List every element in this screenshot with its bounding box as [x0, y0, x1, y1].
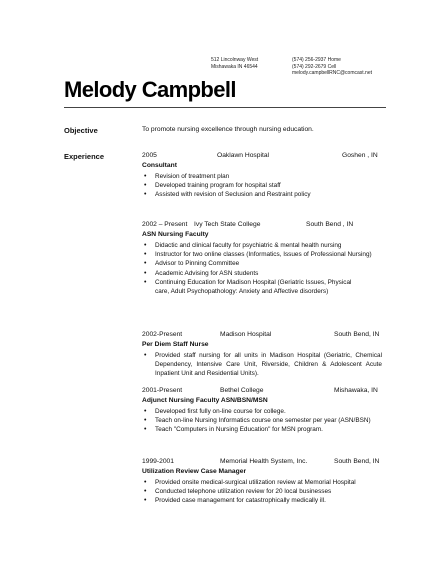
city-state-zip: Mishawaka IN 46544	[211, 63, 258, 70]
list-item: • Academic Advising for ASN students	[142, 269, 382, 278]
list-item: • Didactic and clinical faculty for psychiatric & mental health nursing	[142, 241, 382, 250]
list-item: • Continuing Education for Madison Hospital (Geriatric Issues, Physical care, Adult Psychopathology: Anxiety and Affective disorders)	[142, 278, 360, 296]
experience-label: Experience	[64, 152, 105, 161]
phone-email-block	[292, 57, 372, 77]
job-date: 2002 – Present	[142, 221, 188, 228]
job-employer: Bethel College	[220, 387, 264, 394]
job-title: Adjunct Nursing Faculty ASN/BSN/MSN	[142, 397, 268, 404]
list-item: • Advisor to Pinning Committee	[142, 259, 382, 268]
job-title: Per Diem Staff Nurse	[142, 341, 209, 348]
job-bullets	[142, 241, 382, 296]
list-item: • Teach on-line Nursing Informatics course one semester per year (ASN/BSN)	[142, 416, 382, 425]
job-title: ASN Nursing Faculty	[142, 231, 209, 238]
job-location: Goshen , IN	[342, 152, 378, 159]
list-item: • Provided staff nursing for all units in Madison Hospital (Geriatric, Chemical Dependency, Intensive Care Unit, Riverside, Children & Adolescent Acute Inpatient Unit and Residential Units).	[142, 351, 382, 379]
job-title: Consultant	[142, 162, 177, 169]
email[interactable]: melody.campbellRNC@comcast.net	[292, 70, 373, 77]
job-bullets	[142, 407, 382, 435]
job-bullets	[142, 172, 384, 200]
job-employer: Madison Hospital	[220, 331, 272, 338]
objective-label: Objective	[64, 126, 98, 135]
list-item: • Provided case management for catastrophically medically ill.	[142, 496, 384, 505]
job-title: Utilization Review Case Manager	[142, 468, 247, 475]
job-location: South Bend, IN	[334, 331, 380, 338]
job-employer: Ivy Tech State College	[194, 221, 261, 228]
objective-text: To promote nursing excellence through nursing education.	[142, 126, 314, 133]
job-date: 2001-Present	[142, 387, 183, 394]
list-item: • Assisted with revision of Seclusion and Restraint policy	[142, 190, 384, 199]
list-item: • Teach "Computers in Nursing Education" for MSN program.	[142, 425, 382, 434]
job-date: 1999-2001	[142, 458, 174, 465]
list-item: • Developed first fully on-line course for college.	[142, 407, 382, 416]
job-employer: Memorial Health System, Inc.	[220, 458, 308, 465]
header-divider	[64, 107, 386, 108]
home-phone: (574) 256-2937 Home	[292, 57, 341, 63]
job-location: South Bend, IN	[334, 458, 380, 465]
job-location: South Bend , IN	[306, 221, 354, 228]
candidate-name: Melody Campbell	[64, 77, 236, 102]
list-item: • Provided onsite medical-surgical utilization review at Memorial Hospital	[142, 478, 384, 487]
list-item: • Revision of treatment plan	[142, 172, 384, 181]
list-item: • Instructor for two online classes (Informatics, Issues of Professional Nursing)	[142, 250, 382, 259]
list-item: • Developed training program for hospital staff	[142, 181, 384, 190]
list-item: • Conducted telephone utilization review for 20 local businesses	[142, 487, 384, 496]
job-location: Mishawaka, IN	[334, 387, 378, 394]
job-date: 2002-Present	[142, 331, 183, 338]
job-date: 2005	[142, 152, 157, 159]
job-employer: Oaklawn Hospital	[217, 152, 270, 159]
address-block	[211, 57, 258, 70]
street-address: 512 Lincolnway West	[211, 57, 259, 63]
cell-phone: (574) 292-2679 Cell	[292, 63, 337, 70]
job-bullets	[142, 478, 384, 506]
job-bullets	[142, 351, 382, 379]
